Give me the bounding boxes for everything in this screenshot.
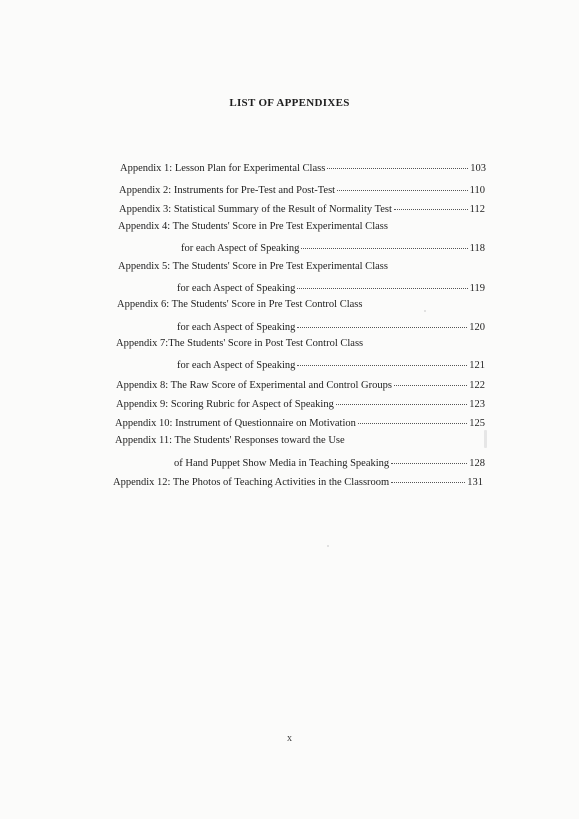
toc-page-number: 118 — [469, 243, 485, 254]
toc-page-number: 112 — [469, 204, 485, 215]
toc-page-number: 125 — [469, 418, 485, 429]
toc-entry-1 — [120, 160, 486, 176]
toc-entry-label: for each Aspect of Speaking — [177, 322, 296, 333]
toc-page-number: 119 — [469, 283, 485, 294]
toc-entry-label: Appendix 10: Instrument of Questionnaire on Motivation — [115, 418, 356, 429]
toc-entry-11-line1: Appendix 11: The Students' Responses toward the Use — [115, 435, 345, 446]
toc-entry-9 — [116, 396, 485, 412]
toc-entry-3 — [119, 201, 485, 217]
toc-entry-5-line1: Appendix 5: The Students' Score in Pre Test Experimental Class — [118, 261, 388, 272]
toc-entry-label: Appendix 9: Scoring Rubric for Aspect of Speaking — [116, 399, 334, 410]
toc-entry-6-line1: Appendix 6: The Students' Score in Pre Test Control Class — [117, 299, 363, 310]
leader-dots — [297, 278, 467, 289]
toc-page-number: 103 — [470, 163, 486, 174]
toc-entry-12 — [113, 474, 483, 490]
toc-entry-11 — [174, 455, 485, 471]
toc-entry-4 — [181, 240, 485, 256]
leader-dots — [394, 375, 467, 386]
toc-entry-label: Appendix 3: Statistical Summary of the Result of Normality Test — [119, 204, 392, 215]
toc-entry-label: for each Aspect of Speaking — [177, 360, 296, 371]
toc-entry-label: of Hand Puppet Show Media in Teaching Speaking — [174, 458, 390, 469]
toc-entry-7-line1: Appendix 7:The Students' Score in Post Test Control Class — [116, 338, 364, 349]
toc-entry-10 — [115, 415, 485, 431]
toc-entry-label: Appendix 2: Instruments for Pre-Test and Post-Test — [119, 185, 336, 196]
leader-dots — [301, 238, 467, 249]
leader-dots — [337, 180, 468, 191]
toc-entry-8 — [116, 377, 485, 393]
leader-dots — [297, 317, 467, 328]
leader-dots — [391, 453, 467, 464]
toc-page-number: 120 — [469, 322, 485, 333]
toc-page-number: 123 — [469, 399, 485, 410]
toc-entry-label: for each Aspect of Speaking — [181, 243, 300, 254]
leader-dots — [297, 355, 467, 366]
toc-entry-4-line1: Appendix 4: The Students' Score in Pre Test Experimental Class — [118, 221, 388, 232]
page-title: LIST OF APPENDIXES — [229, 97, 350, 109]
scan-mark — [484, 430, 487, 448]
toc-page-number: 121 — [469, 360, 485, 371]
toc-entry-label: Appendix 1: Lesson Plan for Experimental Class — [120, 163, 326, 174]
leader-dots — [336, 394, 467, 405]
toc-page-number: 128 — [469, 458, 485, 469]
leader-dots — [391, 472, 465, 483]
toc-entry-label: for each Aspect of Speaking — [177, 283, 296, 294]
toc-entry-label: Appendix 8: The Raw Score of Experimental and Control Groups — [116, 380, 392, 391]
toc-entry-6 — [177, 319, 485, 335]
toc-entry-label: Appendix 12: The Photos of Teaching Activities in the Classroom — [113, 477, 390, 488]
leader-dots — [327, 158, 468, 169]
leader-dots — [394, 199, 468, 210]
scan-speck — [327, 545, 329, 547]
toc-entry-7 — [177, 357, 485, 373]
toc-page-number: 122 — [469, 380, 485, 391]
toc-page-number: 131 — [467, 477, 483, 488]
toc-entry-5 — [177, 280, 485, 296]
scan-speck — [424, 310, 426, 312]
leader-dots — [358, 413, 467, 424]
toc-page-number: 110 — [469, 185, 485, 196]
toc-entry-2 — [119, 182, 485, 198]
page-number-footer: x — [287, 733, 292, 744]
